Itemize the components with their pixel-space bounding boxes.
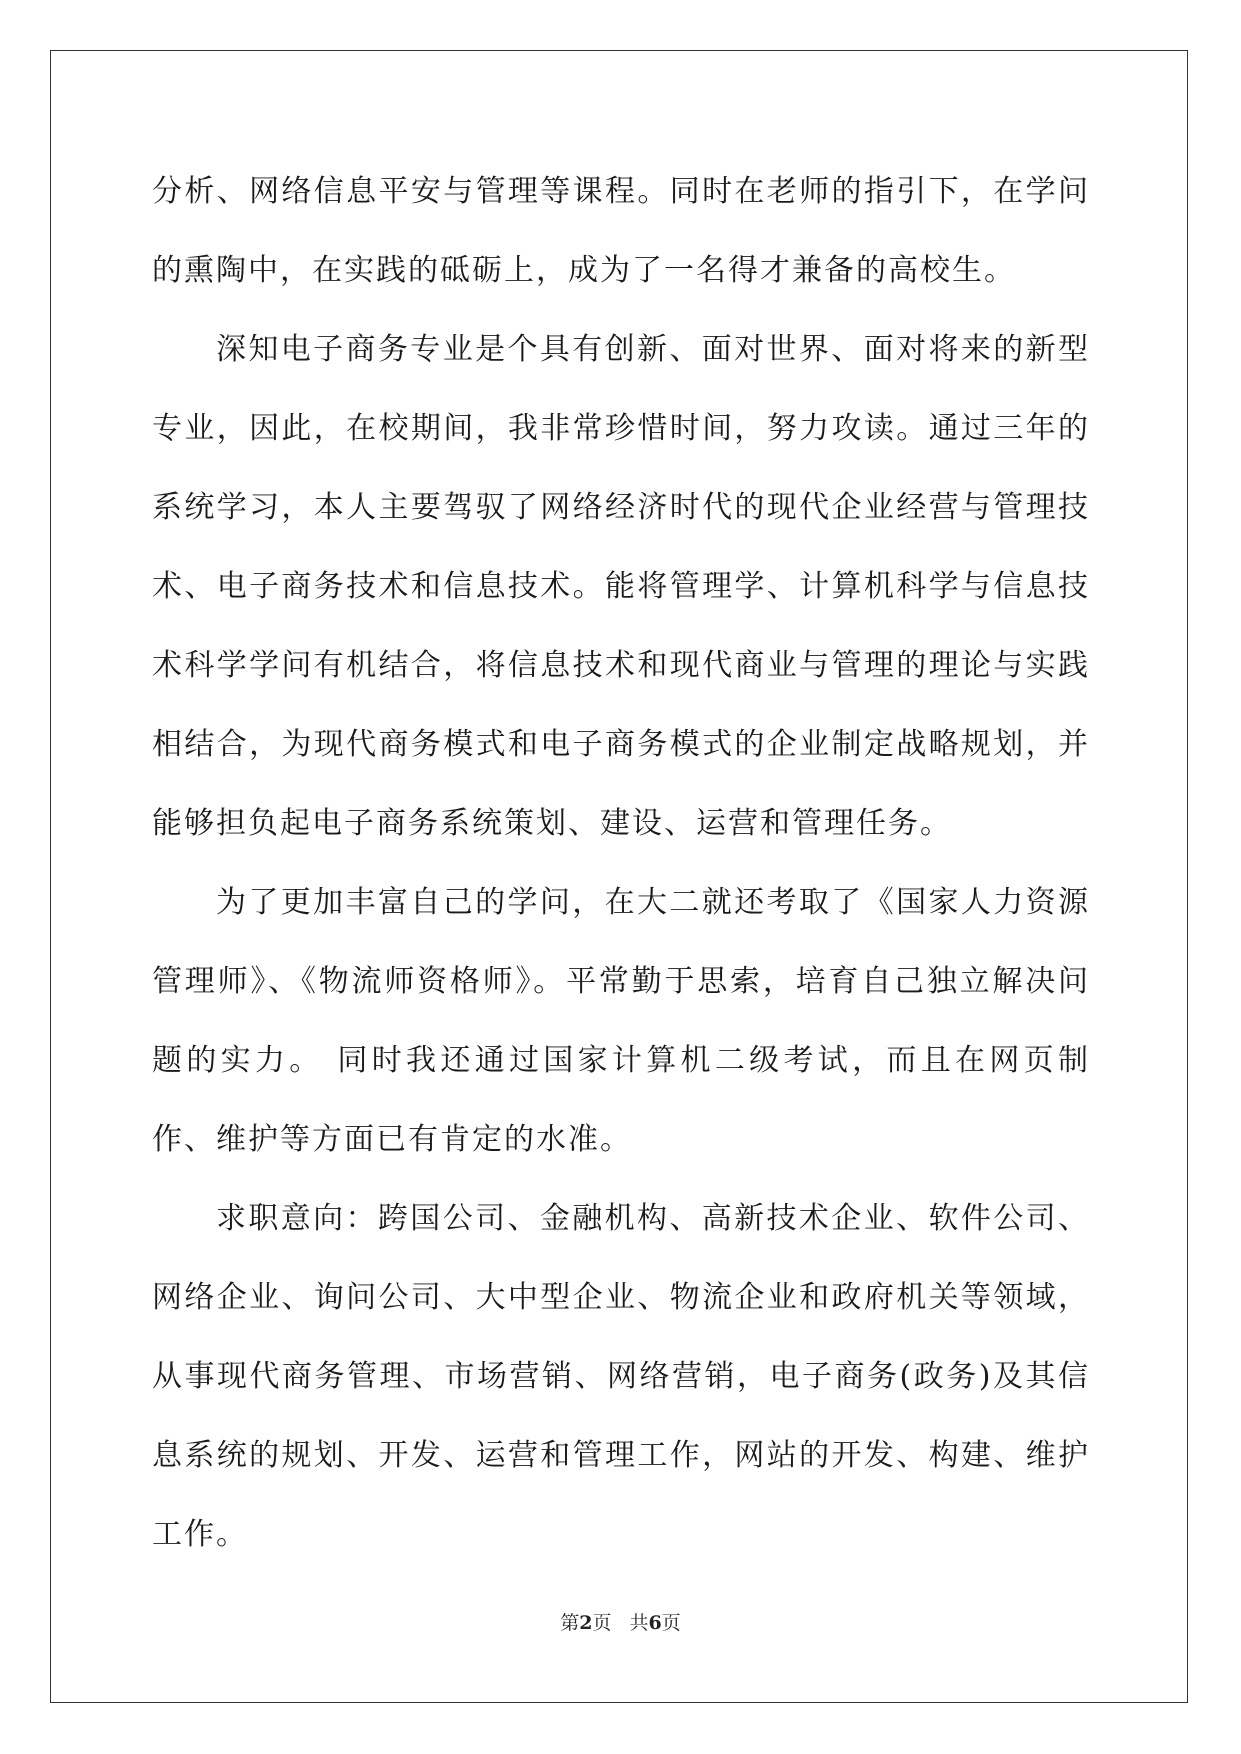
total-prefix: 共 (629, 1612, 649, 1634)
paragraph-2: 深知电子商务专业是个具有创新、面对世界、面对将来的新型专业，因此，在校期间，我非常珍惜时间，努力攻读。通过三年的系统学习，本人主要驾驭了网络经济时代的现代企业经营与管理技术、电子商务技术和信息技术。能将管理学、计算机科学与信息技术科学学问有机结合，将信息技术和现代商业与管理的理论与实践相结合，为现代商务模式和电子商务模式的企业制定战略规划，并能够担负起电子商务系统策划、建设、运营和管理任务。 (152, 332, 1090, 841)
total-suffix: 页 (661, 1612, 681, 1634)
paragraph-1: 分析、网络信息平安与管理等课程。同时在老师的指引下，在学问的熏陶中，在实践的砥砺上，成为了一名得才兼备的高校生。 (152, 174, 1090, 288)
paragraph-4: 求职意向：跨国公司、金融机构、高新技术企业、软件公司、网络企业、询问公司、大中型企业、物流企业和政府机关等领域，从事现代商务管理、市场营销、网络营销，电子商务(政务)及其信息系统的规划、开发、运营和管理工作，网站的开发、构建、维护工作。 (152, 1201, 1090, 1552)
page-prefix: 第 (560, 1612, 580, 1634)
page-number: 2 (579, 1612, 593, 1634)
document-body (152, 152, 1090, 1574)
paragraph-3: 为了更加丰富自己的学问，在大二就还考取了《国家人力资源管理师》、《物流师资格师》。平常勤于思索，培育自己独立解决问题的实力。 同时我还通过国家计算机二级考试，而且在网页制作、维护等方面已有肯定的水准。 (152, 885, 1090, 1157)
total-pages: 6 (648, 1612, 662, 1634)
page-footer (0, 1608, 1241, 1635)
page-suffix: 页 (592, 1612, 612, 1634)
